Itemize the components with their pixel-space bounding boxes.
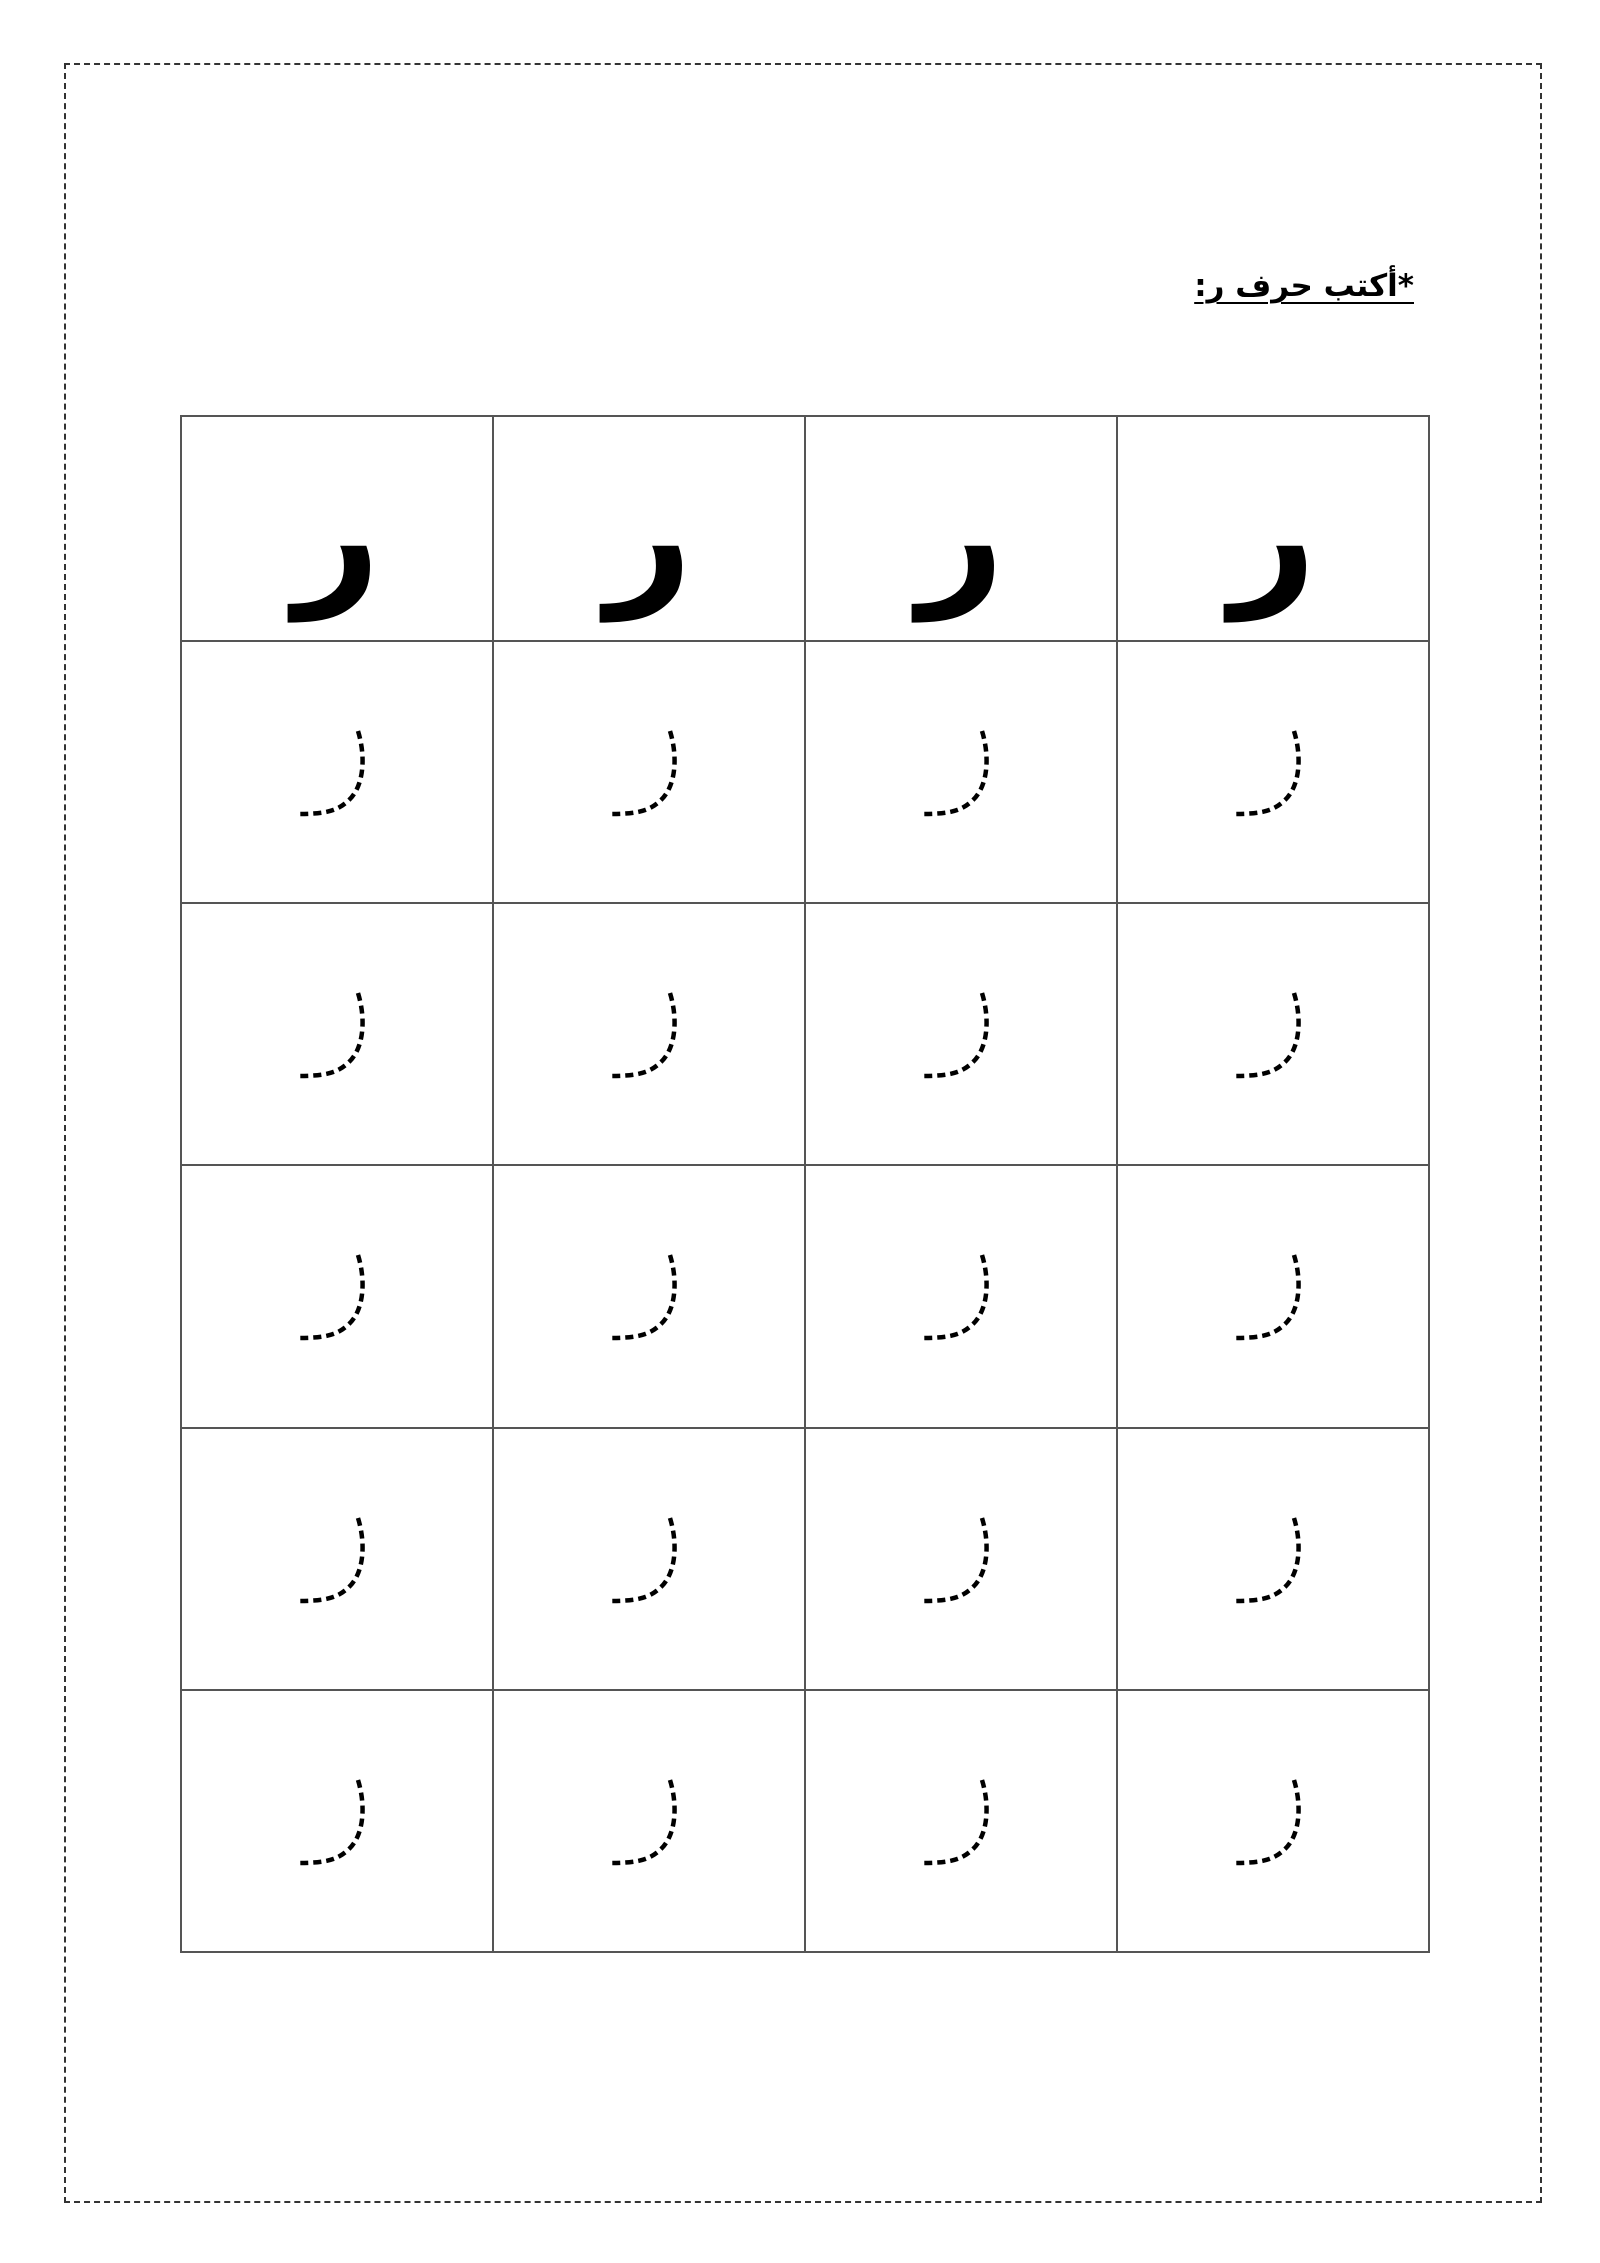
model-letter: ر: [917, 447, 1005, 622]
model-letter-cell: [805, 416, 1117, 641]
dashed-tracing-letter: [604, 1766, 694, 1876]
tracing-cell[interactable]: [805, 1165, 1117, 1427]
tracing-cell[interactable]: [1117, 1690, 1429, 1952]
dashed-tracing-letter: [604, 979, 694, 1089]
tracing-cell[interactable]: [493, 641, 805, 903]
model-letter: ر: [293, 447, 381, 622]
dashed-tracing-letter: [916, 1766, 1006, 1876]
tracing-cell[interactable]: [181, 1165, 493, 1427]
dashed-tracing-letter: [1228, 979, 1318, 1089]
tracing-row: [181, 903, 1429, 1165]
tracing-cell[interactable]: [181, 641, 493, 903]
model-letter-cell: [181, 416, 493, 641]
dashed-tracing-letter: [1228, 1504, 1318, 1614]
dashed-tracing-letter: [1228, 717, 1318, 827]
model-letter-cell: [1117, 416, 1429, 641]
dashed-tracing-letter: [604, 1504, 694, 1614]
dashed-tracing-letter: [292, 1766, 382, 1876]
tracing-cell[interactable]: [493, 903, 805, 1165]
tracing-cell[interactable]: [805, 1690, 1117, 1952]
model-letter: ر: [1229, 447, 1317, 622]
tracing-cell[interactable]: [493, 1690, 805, 1952]
dashed-tracing-letter: [604, 717, 694, 827]
dashed-tracing-letter: [1228, 1241, 1318, 1351]
dashed-tracing-letter: [916, 979, 1006, 1089]
tracing-cell[interactable]: [1117, 1428, 1429, 1690]
tracing-cell[interactable]: [805, 641, 1117, 903]
model-letter-cell: [493, 416, 805, 641]
tracing-cell[interactable]: [181, 1690, 493, 1952]
tracing-row: [181, 1690, 1429, 1952]
tracing-cell[interactable]: [805, 903, 1117, 1165]
tracing-row: [181, 1165, 1429, 1427]
dashed-tracing-letter: [292, 979, 382, 1089]
letter-practice-grid: [180, 415, 1430, 1953]
tracing-row: [181, 1428, 1429, 1690]
tracing-cell[interactable]: [181, 1428, 493, 1690]
tracing-cell[interactable]: [1117, 903, 1429, 1165]
dashed-tracing-letter: [1228, 1766, 1318, 1876]
tracing-cell[interactable]: [493, 1165, 805, 1427]
instruction-heading: *أكتب حرف ر:: [1194, 268, 1414, 304]
tracing-cell[interactable]: [1117, 641, 1429, 903]
dashed-tracing-letter: [292, 1241, 382, 1351]
dashed-tracing-letter: [292, 1504, 382, 1614]
model-letter: ر: [605, 447, 693, 622]
dashed-tracing-letter: [916, 1241, 1006, 1351]
tracing-cell[interactable]: [181, 903, 493, 1165]
tracing-cell[interactable]: [805, 1428, 1117, 1690]
tracing-row: [181, 641, 1429, 903]
tracing-cell[interactable]: [493, 1428, 805, 1690]
dashed-tracing-letter: [604, 1241, 694, 1351]
dashed-tracing-letter: [292, 717, 382, 827]
tracing-cell[interactable]: [1117, 1165, 1429, 1427]
model-letter-row: [181, 416, 1429, 641]
dashed-tracing-letter: [916, 717, 1006, 827]
dashed-tracing-letter: [916, 1504, 1006, 1614]
